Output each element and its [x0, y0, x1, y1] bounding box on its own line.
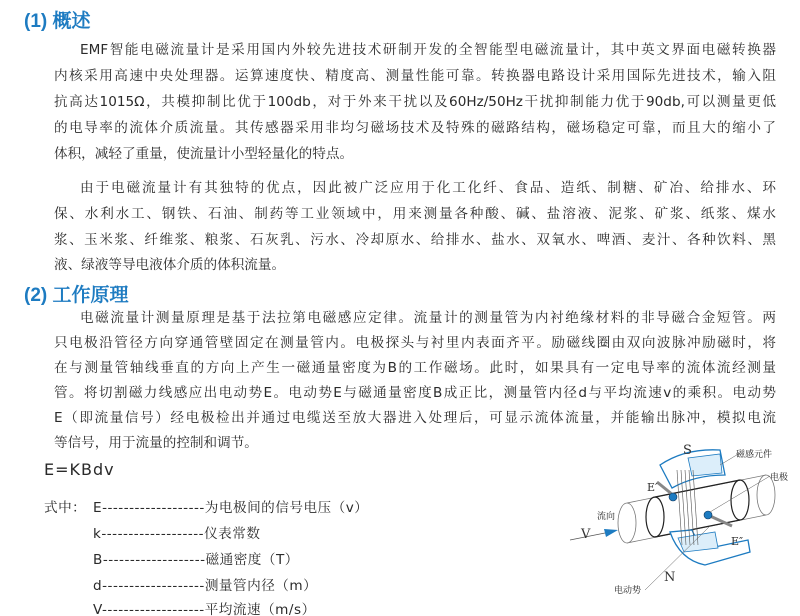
paragraph-line: 体积，减轻了重量，使流量计小型轻量化的特点。 — [54, 146, 354, 162]
label-s: S — [683, 443, 692, 458]
label-e1: E′ — [647, 481, 658, 494]
symbol: k — [93, 526, 102, 542]
paragraph-line: 浆、玉米浆、纤维浆、粮浆、石灰乳、污水、冷却原水、给排水、盐水、双氧水、啤酒、麦汁、各种饮料、黑 — [54, 232, 776, 248]
dashes: ------------------- — [102, 552, 206, 568]
label-emf: 电动势 — [614, 586, 642, 596]
definition-row — [93, 548, 299, 568]
electrode-probe — [710, 516, 732, 526]
paragraph-line: 只电极沿管径方向穿通管壁固定在测量管内。电极探头与衬里内表面齐平。励磁线圈由双向波脉冲励磁时，将 — [54, 335, 776, 351]
paragraph-line: 电磁流量计测量原理是基于法拉第电磁感应定律。流量计的测量管为内衬绝缘材料的非导磁合金短管。两 — [80, 310, 776, 326]
paragraph-line: E（即流量信号）经电极检出并通过电缆送至放大器进入处理后，可显示流体流量，并能输出脉冲，模拟电流 — [54, 410, 776, 426]
dashes: ------------------- — [102, 578, 205, 594]
pipe-inlet — [618, 503, 636, 543]
meaning: 平均流速（m/s） — [204, 602, 316, 616]
section-2-title: (2) 工作原理 — [24, 285, 129, 306]
symbol: d — [93, 578, 103, 594]
definition-row — [93, 496, 368, 516]
label-n: N — [664, 570, 676, 585]
paragraph-line: 的电导率的流体介质流量。其传感器采用非均匀磁场技术及特殊的磁路结构，磁场稳定可靠，而且大的缩小了 — [54, 120, 776, 136]
meaning: 磁通密度（T） — [205, 552, 299, 568]
dashes: ------------------- — [102, 602, 205, 616]
label-sensor: 磁感元件 — [736, 450, 773, 460]
meaning: 为电极间的信号电压（v） — [204, 500, 369, 516]
definition-row — [93, 598, 316, 616]
symbol: V — [93, 602, 103, 616]
electrode-dot — [704, 511, 712, 519]
meaning: 测量管内径（m） — [204, 578, 318, 594]
measuring-tube — [646, 497, 664, 537]
flow-arrow-icon — [604, 529, 618, 537]
paragraph-line: 保、水利水工、钢铁、石油、制药等工业领域中，用来测量各种酸、碱、盐溶液、泥浆、矿浆、纸浆、煤水 — [54, 206, 776, 222]
electrode-dot — [669, 493, 677, 501]
definition-row — [93, 574, 317, 594]
formula: E=KBdv — [44, 460, 115, 479]
paragraph-line: EMF智能电磁流量计是采用国内外较先进技术研制开发的全智能型电磁流量计，其中英文界面电磁转换器 — [80, 42, 776, 58]
label-flow: 流向 — [597, 512, 616, 522]
definition-row — [93, 522, 260, 542]
meaning: 仪表常数 — [204, 526, 261, 542]
section-1-title: (1) 概述 — [24, 11, 91, 32]
dashes: ------------------- — [101, 526, 205, 542]
paragraph-line: 管。将切割磁力线感应出电动势E。电动势E与磁通量密度B成正比，测量管内径d与平均流速v的乘积。电动势 — [54, 385, 776, 401]
paragraph-line: 内核采用高速中央处理器。运算速度快、精度高、测量性能可靠。转换器电路设计采用国际先进技术，输入阻 — [54, 68, 776, 84]
paragraph-line: 等信号，用于流量的控制和调节。 — [54, 435, 258, 451]
paragraph-line: 抗高达1015Ω，共模抑制比优于100db，对于外来干扰以及60Hz/50Hz干扰抑制能力优于90db,可以测量更低 — [54, 94, 776, 110]
where-label: 式中： — [44, 500, 87, 516]
paragraph-line: 由于电磁流量计有其独特的优点，因此被广泛应用于化工化纤、食品、造纸、制糖、矿冶、给排水、环 — [80, 180, 776, 196]
label-v: V — [581, 527, 591, 542]
electromagnetic-flowmeter-diagram — [560, 440, 800, 616]
dashes: ------------------- — [102, 500, 205, 516]
label-electrode: 电极 — [770, 473, 789, 483]
paragraph-line: 液、绿液等导电液体介质的体积流量。 — [54, 257, 286, 273]
label-e2: E″ — [731, 535, 744, 548]
symbol: B — [93, 552, 103, 568]
paragraph-line: 在与测量管轴线垂直的方向上产生一磁通量密度为B的工作磁场。此时，如果具有一定电导率的流体流经测量 — [54, 360, 776, 376]
symbol: E — [93, 500, 103, 516]
